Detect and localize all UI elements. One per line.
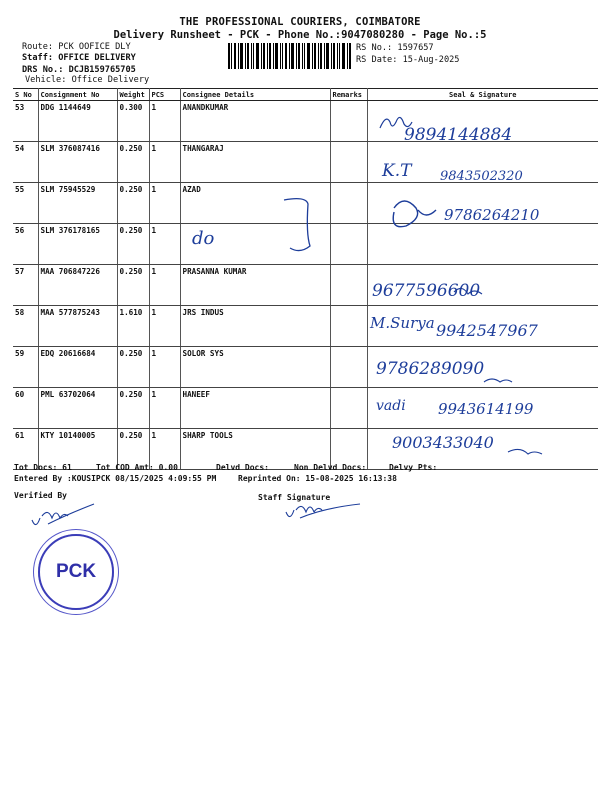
cell-weight: 1.610 bbox=[117, 306, 149, 347]
cell-weight: 0.300 bbox=[117, 101, 149, 142]
cell-consignee: AZAD bbox=[180, 183, 330, 224]
cell-weight: 0.250 bbox=[117, 265, 149, 306]
cell-consignment: SLM 75945529 bbox=[38, 183, 117, 224]
route-label: Route: PCK OOFICE DLY bbox=[22, 42, 131, 52]
handwritten-name: vadi bbox=[376, 398, 406, 414]
cell-pcs: 1 bbox=[149, 101, 180, 142]
cell-sno: 55 bbox=[13, 183, 38, 224]
cell-consignee: HANEEF bbox=[180, 388, 330, 429]
cell-weight: 0.250 bbox=[117, 142, 149, 183]
signature-scribble bbox=[393, 201, 436, 227]
cell-pcs: 1 bbox=[149, 224, 180, 265]
cell-consignment: SLM 376178165 bbox=[38, 224, 117, 265]
cell-sno: 60 bbox=[13, 388, 38, 429]
cell-sno: 61 bbox=[13, 429, 38, 470]
handwritten-name: K.T bbox=[382, 161, 412, 181]
cell-consignment: SLM 376087416 bbox=[38, 142, 117, 183]
total-cod: Tot COD Amt: 0.00 bbox=[96, 463, 178, 472]
signature-scribble bbox=[508, 449, 542, 454]
handwritten-phone: 9786289090 bbox=[376, 359, 485, 379]
cell-pcs: 1 bbox=[149, 265, 180, 306]
rs-date: RS Date: 15-Aug-2025 bbox=[356, 55, 460, 65]
cell-consignee: ANANDKUMAR bbox=[180, 101, 330, 142]
cell-consignment: KTY 10140005 bbox=[38, 429, 117, 470]
cell-weight: 0.250 bbox=[117, 224, 149, 265]
cell-consignment: DDG 1144649 bbox=[38, 101, 117, 142]
staff-signature-label: Staff Signature bbox=[258, 493, 331, 502]
handwritten-phone: 9003433040 bbox=[392, 433, 494, 452]
runsheet-subtitle: Delivery Runsheet - PCK - Phone No.:9047080280 - Page No.:5 bbox=[113, 29, 487, 41]
col-header-signature: Seal & Signature bbox=[367, 89, 598, 101]
pck-stamp bbox=[38, 534, 114, 610]
cell-consignee: JRS INDUS bbox=[180, 306, 330, 347]
ditto-bracket bbox=[284, 199, 310, 251]
cell-weight: 0.250 bbox=[117, 347, 149, 388]
cell-consignee: SOLOR SYS bbox=[180, 347, 330, 388]
cell-consignee: THANGARAJ bbox=[180, 142, 330, 183]
stamp-text: PCK bbox=[55, 561, 97, 582]
handwritten-phone: 9843502320 bbox=[440, 169, 523, 184]
cell-sno: 54 bbox=[13, 142, 38, 183]
delivered-docs: Delvd Docs: bbox=[216, 463, 269, 472]
col-header-consignee: Consignee Details bbox=[180, 89, 330, 101]
cell-consignment: MAA 577875243 bbox=[38, 306, 117, 347]
cell-consignment: PML 63702064 bbox=[38, 388, 117, 429]
total-docs: Tot Docs: 61 bbox=[14, 463, 72, 472]
handwritten-phone: 9894144884 bbox=[404, 125, 513, 145]
company-title: THE PROFESSIONAL COURIERS, COIMBATORE bbox=[179, 16, 421, 28]
handwritten-phone: 9943614199 bbox=[438, 400, 534, 418]
delivery-points: Delvy Pts: bbox=[389, 463, 438, 472]
verifier-signature bbox=[28, 500, 108, 534]
staff-signature bbox=[284, 498, 374, 526]
drs-number: DRS No.: DCJB159765705 bbox=[22, 65, 136, 75]
col-header-consignment: Consignment No bbox=[38, 89, 117, 101]
cell-consignment: MAA 706847226 bbox=[38, 265, 117, 306]
cell-weight: 0.250 bbox=[117, 429, 149, 470]
cell-sno: 57 bbox=[13, 265, 38, 306]
cell-consignment: EDQ 20616684 bbox=[38, 347, 117, 388]
col-header-sno: S No bbox=[13, 89, 38, 101]
handwritten-phone: 9942547967 bbox=[436, 321, 538, 340]
handwritten-name: M.Surya bbox=[370, 314, 435, 332]
cell-sno: 59 bbox=[13, 347, 38, 388]
staff-label: Staff: OFFICE DELIVERY bbox=[22, 53, 136, 63]
col-header-remarks: Remarks bbox=[330, 89, 367, 101]
cell-pcs: 1 bbox=[149, 347, 180, 388]
cell-sno: 53 bbox=[13, 101, 38, 142]
handwritten-phone: 9786264210 bbox=[444, 206, 540, 224]
col-header-pcs: PCS bbox=[149, 89, 180, 101]
cell-consignee: SHARP TOOLS bbox=[180, 429, 330, 470]
cell-pcs: 1 bbox=[149, 306, 180, 347]
rs-number: RS No.: 1597657 bbox=[356, 43, 434, 53]
cell-sno: 56 bbox=[13, 224, 38, 265]
reprinted-on: Reprinted On: 15-08-2025 16:13:38 bbox=[238, 474, 397, 483]
cell-pcs: 1 bbox=[149, 142, 180, 183]
col-header-weight: Weight bbox=[117, 89, 149, 101]
cell-weight: 0.250 bbox=[117, 388, 149, 429]
vehicle-label: Vehicle: Office Delivery bbox=[25, 75, 150, 85]
handwritten-ditto: do bbox=[192, 228, 215, 249]
cell-consignee: PRASANNA KUMAR bbox=[180, 265, 330, 306]
cell-weight: 0.250 bbox=[117, 183, 149, 224]
cell-sno: 58 bbox=[13, 306, 38, 347]
cell-pcs: 1 bbox=[149, 388, 180, 429]
cell-pcs: 1 bbox=[149, 183, 180, 224]
cell-pcs: 1 bbox=[149, 429, 180, 470]
signature-scribble bbox=[484, 379, 512, 382]
verified-by-label: Verified By bbox=[14, 491, 67, 500]
handwritten-phone: 9677596600 bbox=[372, 281, 481, 301]
non-delivered-docs: Non Delvd Docs: bbox=[294, 463, 367, 472]
entered-by: Entered By :KOUSIPCK 08/15/2025 4:09:55 PM bbox=[14, 474, 217, 483]
